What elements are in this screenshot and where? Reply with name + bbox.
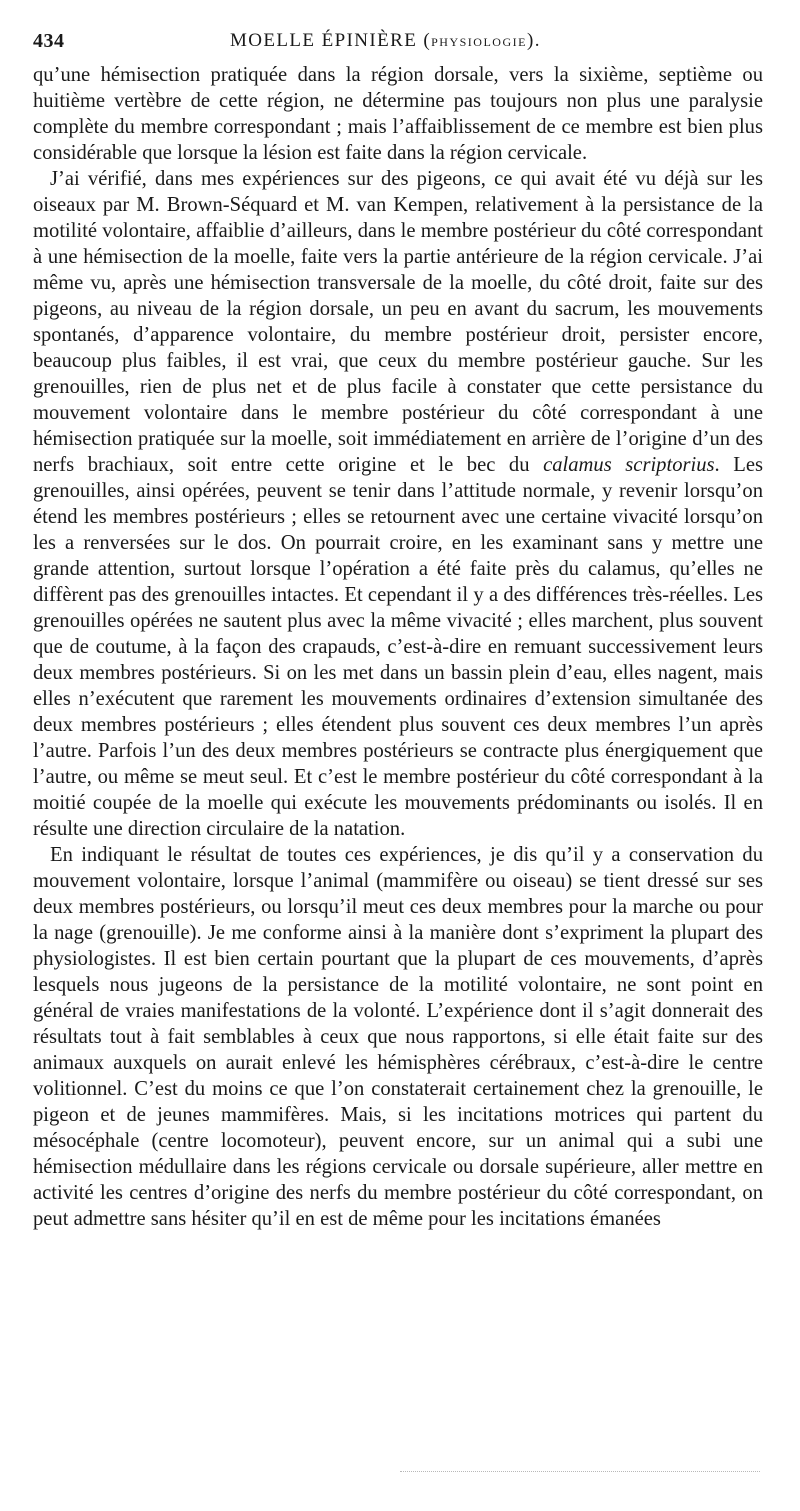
page-header (33, 28, 763, 62)
book-page (33, 28, 763, 1232)
running-head: MOELLE ÉPINIÈRE (PHYSIOLOGIE). (230, 30, 541, 51)
paragraph-2 (33, 166, 763, 842)
running-head-title: MOELLE ÉPINIÈRE (230, 30, 418, 51)
paragraph-2-part-2: . Les grenouilles, ainsi opérées, peuvent se tenir dans l’attitude normale, y revenir lorsqu’on étend les membres postérieurs ; elles se retournent avec une certaine vivacité lorsqu’on les a renversées sur le dos. On pourrait croire, en les examinant sans y mettre une grande attention, surtout lorsque l’opération a été faite près du calamus, qu’elles ne diffèrent pas des grenouilles intactes. Et cependant il y a des différences très-réelles. Les grenouilles opérées ne sautent plus avec la même vivacité ; elles marchent, plus souvent que de coutume, à la façon des crapauds, c’est-à-dire en remuant successivement leurs deux membres postérieurs. Si on les met dans un bassin plein d’eau, elles nagent, mais elles n’exécutent que rarement les mouvements ordinaires d’extension simultanée des deux membres postérieurs ; elles étendent plus souvent ces deux membres l’un après l’autre. Parfois l’un des deux membres postérieurs se contracte plus énergiquement que l’autre, ou même se meut seul. Et c’est le membre postérieur du côté correspondant à la moitié coupée de la moelle qui exécute les mouvements prédominants ou isolés. Il en résulte une direction circulaire de la natation. (33, 454, 763, 840)
body-text (33, 62, 763, 1232)
paragraph-1: qu’une hémisection pratiquée dans la région dorsale, vers la sixième, septième ou huitième vertèbre de cette région, ne détermine pas toujours non plus une paralysie complète du membre correspondant ; mais l’affaiblissement de ce membre est bien plus considérable que lorsque la lésion est faite dans la région cervicale. (33, 64, 763, 164)
paragraph-3: En indiquant le résultat de toutes ces expériences, je dis qu’il y a conservation du mouvement volontaire, lorsque l’animal (mammifère ou oiseau) se tient dressé sur ses deux membres postérieurs, ou lorsqu’il meut ces deux membres pour la marche ou pour la nage (grenouille). Je me conforme ainsi à la manière dont s’expriment la plupart des physiologistes. Il est bien certain pourtant que la plupart de ces mouvements, d’après lesquels nous jugeons de la persistance de la motilité volontaire, ne sont point en général de vraies manifestations de la volonté. L’expérience dont il s’agit donnerait des résultats tout à fait semblables à ceux que nous rapportons, si elle était faite sur des animaux auxquels on aurait enlevé les hémisphères cérébraux, c’est-à-dire le centre volitionnel. C’est du moins ce que l’on constaterait certainement chez la grenouille, le pigeon et de jeunes mammifères. Mais, si les incitations motrices qui partent du mésocéphale (centre locomoteur), peuvent encore, sur un animal qui a subi une hémisection médullaire dans les régions cervicale ou dorsale supérieure, aller mettre en activité les centres d’origine des nerfs du membre postérieur du côté correspondant, on peut admettre sans hésiter qu’il en est de même pour les incitations émanées (33, 844, 763, 1230)
footer-rule (400, 1471, 760, 1472)
italic-term: calamus scriptorius (543, 454, 715, 476)
page-number: 434 (33, 30, 65, 52)
paragraph-2-part-1: J’ai vérifié, dans mes expériences sur des pigeons, ce qui avait été vu déjà sur les oiseaux par M. Brown-Séquard et M. van Kempen, relativement à la persistance de la motilité volontaire, affaiblie d’ailleurs, dans le membre postérieur du côté correspondant à une hémisection de la moelle, faite vers la partie antérieure de la région cervicale. J’ai même vu, après une hémisection transversale de la moelle, du côté droit, faite sur des pigeons, au niveau de la région dorsale, un peu en avant du sacrum, les mouvements spontanés, d’apparence volontaire, du membre postérieur droit, persister encore, beaucoup plus faibles, il est vrai, que ceux du membre postérieur gauche. Sur les grenouilles, rien de plus net et de plus facile à constater que cette persistance du mouvement volontaire dans le membre postérieur du côté correspondant à une hémisection pratiquée sur la moelle, soit immédiatement en arrière de l’origine d’un des nerfs brachiaux, soit entre cette origine et le bec du (33, 168, 763, 476)
running-head-section: PHYSIOLOGIE (431, 35, 527, 49)
